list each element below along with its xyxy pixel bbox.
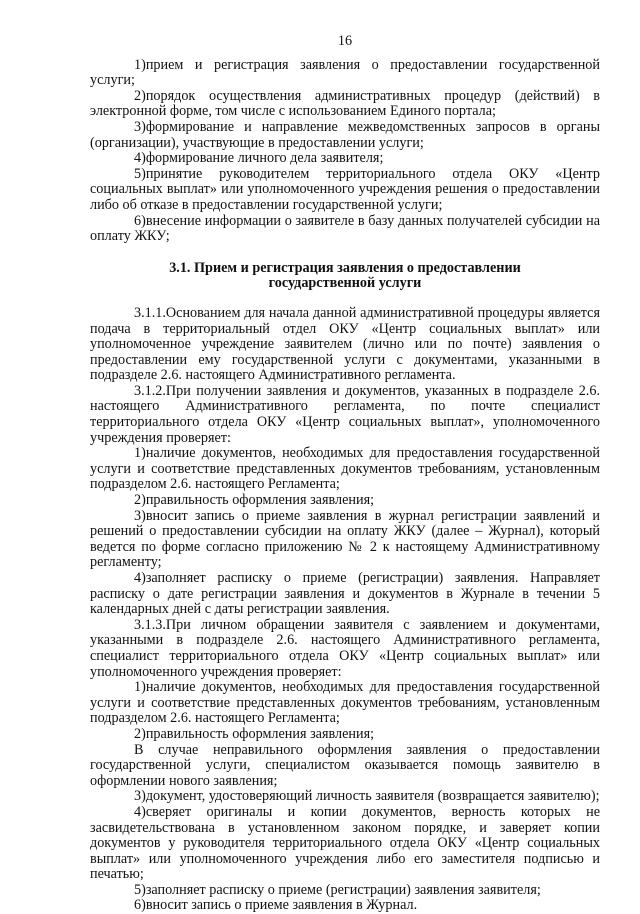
paragraph: 3)документ, удостоверяющий личность заявителя (возвращается заявителю); xyxy=(134,788,600,805)
paragraph: 3.1.3.При личном обращении заявителя с заявлением и документами, указанными в подразделе 2.6. настоящего Административного регламента, специалист территориального отдела ОКУ «Центр социальных выплат» или уполномоченного учреждения проверяет: xyxy=(90,616,600,680)
intro-item: 6)внесение информации о заявителе в базу данных получателей субсидии на оплату ЖКУ; xyxy=(90,212,600,245)
section-body xyxy=(90,306,600,914)
section-heading-line: 3.1. Прием и регистрация заявления о предоставлении xyxy=(169,259,521,276)
paragraph: В случае неправильного оформления заявления о предоставлении государственной услуги, специалистом оказывается помощь заявителю в оформлении нового заявления; xyxy=(90,741,600,789)
paragraph: 5)заполняет расписку о приеме (регистрации) заявления заявителя; xyxy=(134,881,541,898)
paragraph: 3.1.2.При получении заявления и документов, указанных в подразделе 2.6. настоящего Административного регламента, по почте специалист территориального отдела ОКУ «Центр социальных выплат», уполномоченного учреждения проверяет: xyxy=(90,382,600,446)
intro-list xyxy=(90,58,600,245)
paragraph: 2)правильность оформления заявления; xyxy=(134,492,375,509)
section-heading-line: государственной услуги xyxy=(268,275,422,292)
intro-item: 4)формирование личного дела заявителя; xyxy=(134,150,384,167)
intro-item: 5)принятие руководителем территориального отдела ОКУ «Центр социальных выплат» или уполномоченного учреждения решения о предоставлении либо об отказе в предоставлении государственной услуги; xyxy=(90,165,600,213)
paragraph: 6)вносит запись о приеме заявления в Журнал. xyxy=(134,897,418,914)
paragraph: 3)вносит запись о приеме заявления в журнал регистрации заявлений и решений о предоставлении субсидии на оплату ЖКУ (далее – Журнал), который ведется по форме согласно приложению № 2 к настоящему Административному регламенту; xyxy=(90,507,600,571)
intro-item: 3)формирование и направление межведомственных запросов в органы (организации), участвующие в предоставлении услуги; xyxy=(90,118,600,151)
page-number: 16 xyxy=(337,33,353,49)
paragraph: 3.1.1.Основанием для начала данной административной процедуры является подача в территориальный отдел ОКУ «Центр социальных выплат» или уполномоченное учреждение заявителем (лично или по почте) заявления о предоставлении ему государственной услуги с документами, указанными в подразделе 2.6. настоящего Административного регламента. xyxy=(90,304,600,384)
paragraph: 4)заполняет расписку о приеме (регистрации) заявления. Направляет расписку о дате регистрации заявления и документов в Журнале в течении 5 календарных дней с даты регистрации заявления. xyxy=(90,570,600,618)
paragraph: 2)правильность оформления заявления; xyxy=(134,725,375,742)
paragraph: 1)наличие документов, необходимых для предоставления государственной услуги и соответствие представленных документов требованиям, установленным подразделом 2.6. настоящего Регламента; xyxy=(90,679,600,727)
paragraph: 4)сверяет оригиналы и копии документов, верность которых не засвидетельствована в установленном законом порядке, и заверяет копии документов у руководителя территориального отдела ОКУ «Центр социальных выплат» или уполномоченного учреждения либо его заместителя подписью и печатью; xyxy=(90,803,600,883)
intro-item: 1)прием и регистрация заявления о предоставлении государственной услуги; xyxy=(90,56,600,89)
paragraph: 1)наличие документов, необходимых для предоставления государственной услуги и соответствие представленных документов требованиям, установленным подразделом 2.6. настоящего Регламента; xyxy=(90,445,600,493)
intro-item: 2)порядок осуществления административных процедур (действий) в электронной форме, том числе с использованием Единого портала; xyxy=(90,87,600,120)
section-heading xyxy=(90,261,600,292)
